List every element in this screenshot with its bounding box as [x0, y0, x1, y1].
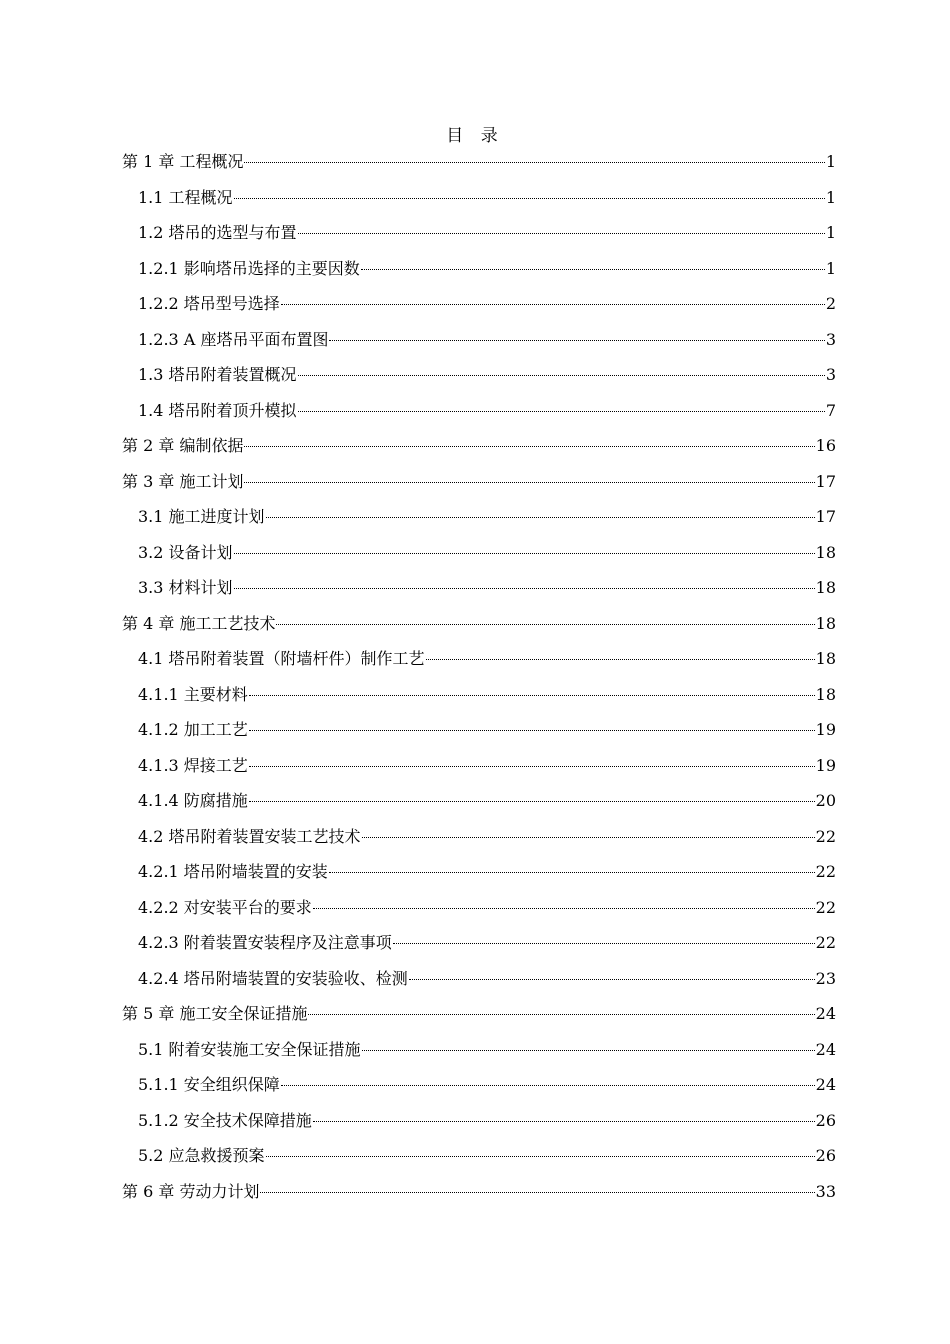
toc-entry[interactable]: [122, 646, 836, 682]
toc-entry-page-number: 17: [815, 471, 836, 491]
toc-entry[interactable]: [122, 611, 836, 647]
toc-entry-label: 4.1.4 防腐措施: [138, 791, 248, 810]
toc-entry-page-number: 23: [815, 968, 836, 988]
toc-entry[interactable]: [122, 859, 836, 895]
toc-dot-leader: [244, 162, 824, 163]
toc-entry-label: 1.3 塔吊附着装置概况: [138, 365, 297, 384]
toc-entry-label: 1.1 工程概况: [138, 187, 233, 207]
toc-entry-page-number: 1: [825, 223, 836, 242]
toc-dot-leader: [249, 801, 815, 802]
toc-entry[interactable]: [122, 149, 836, 185]
toc-entry-page-number: 22: [815, 826, 836, 846]
toc-dot-leader: [244, 482, 814, 483]
toc-entry[interactable]: [122, 362, 836, 398]
toc-entry[interactable]: [122, 220, 836, 256]
toc-entry-label: 第 1 章 工程概况: [122, 152, 244, 171]
toc-entry-page-number: 24: [815, 1075, 836, 1094]
toc-entry[interactable]: [122, 788, 836, 824]
toc-entry-page-number: 18: [815, 578, 836, 597]
toc-entry-page-number: 1: [825, 187, 836, 207]
toc-dot-leader: [249, 695, 815, 696]
toc-entry[interactable]: [122, 1143, 836, 1179]
toc-entry-page-number: 18: [815, 542, 836, 562]
toc-dot-leader: [313, 908, 815, 909]
toc-entry-label: 3.2 设备计划: [138, 542, 233, 562]
toc-dot-leader: [281, 304, 825, 305]
toc-dot-leader: [234, 553, 815, 554]
toc-entry-label: 4.2 塔吊附着装置安装工艺技术: [138, 826, 361, 846]
toc-entry-page-number: 18: [815, 649, 836, 668]
toc-entry-page-number: 1: [825, 258, 836, 278]
toc-dot-leader: [362, 1050, 815, 1051]
toc-entry-page-number: 22: [815, 862, 836, 881]
toc-entry[interactable]: [122, 398, 836, 434]
toc-dot-leader: [244, 446, 814, 447]
toc-entry[interactable]: [122, 717, 836, 753]
toc-entry-label: 5.1.2 安全技术保障措施: [138, 1110, 312, 1130]
toc-entry-page-number: 24: [815, 1004, 836, 1023]
toc-entry-page-number: 7: [825, 400, 836, 420]
toc-dot-leader: [409, 979, 815, 980]
toc-dot-leader: [298, 411, 825, 412]
table-of-contents: [122, 149, 836, 1214]
toc-entry[interactable]: [122, 930, 836, 966]
toc-entry-page-number: 22: [815, 933, 836, 952]
toc-dot-leader: [308, 1014, 814, 1015]
toc-entry-label: 第 5 章 施工安全保证措施: [122, 1004, 308, 1023]
toc-dot-leader: [298, 233, 825, 234]
toc-dot-leader: [362, 837, 815, 838]
toc-dot-leader: [329, 872, 815, 873]
toc-entry-label: 5.1.1 安全组织保障: [138, 1075, 280, 1094]
toc-dot-leader: [266, 517, 815, 518]
toc-entry[interactable]: [122, 824, 836, 860]
toc-entry-label: 4.2.1 塔吊附墙装置的安装: [138, 862, 328, 881]
toc-entry-page-number: 17: [815, 507, 836, 526]
toc-entry[interactable]: [122, 185, 836, 221]
toc-dot-leader: [260, 1192, 814, 1193]
toc-entry-page-number: 20: [815, 791, 836, 810]
toc-entry[interactable]: [122, 540, 836, 576]
toc-entry[interactable]: [122, 1179, 836, 1215]
toc-entry[interactable]: [122, 256, 836, 292]
toc-entry-page-number: 3: [825, 365, 836, 384]
toc-dot-leader: [249, 730, 815, 731]
toc-entry[interactable]: [122, 469, 836, 505]
toc-entry-label: 第 2 章 编制依据: [122, 436, 244, 455]
toc-entry-label: 1.2.1 影响塔吊选择的主要因数: [138, 258, 360, 278]
toc-entry[interactable]: [122, 1108, 836, 1144]
toc-entry[interactable]: [122, 327, 836, 363]
toc-entry-page-number: 24: [815, 1039, 836, 1059]
toc-entry[interactable]: [122, 575, 836, 611]
toc-entry[interactable]: [122, 1072, 836, 1108]
toc-dot-leader: [313, 1121, 815, 1122]
toc-entry-page-number: 16: [815, 436, 836, 455]
toc-dot-leader: [393, 943, 815, 944]
toc-dot-leader: [234, 588, 815, 589]
toc-entry-label: 1.2.3 A 座塔吊平面布置图: [138, 329, 329, 349]
toc-entry-page-number: 26: [815, 1146, 836, 1165]
toc-entry[interactable]: [122, 504, 836, 540]
toc-entry-label: 4.1 塔吊附着装置（附墙杆件）制作工艺: [138, 649, 425, 668]
toc-entry[interactable]: [122, 966, 836, 1002]
toc-entry-label: 4.2.2 对安装平台的要求: [138, 897, 312, 917]
toc-entry-label: 1.2.2 塔吊型号选择: [138, 294, 280, 313]
toc-entry[interactable]: [122, 682, 836, 718]
toc-entry-page-number: 3: [825, 329, 836, 349]
toc-entry-label: 第 4 章 施工工艺技术: [122, 613, 276, 633]
toc-dot-leader: [266, 1156, 815, 1157]
toc-entry[interactable]: [122, 753, 836, 789]
toc-title: 目 录: [446, 126, 504, 146]
toc-dot-leader: [281, 1085, 815, 1086]
toc-entry[interactable]: [122, 1001, 836, 1037]
toc-entry-page-number: 19: [815, 755, 836, 775]
toc-entry-page-number: 18: [815, 613, 836, 633]
toc-dot-leader: [329, 340, 824, 341]
toc-entry-label: 4.2.4 塔吊附墙装置的安装验收、检测: [138, 968, 408, 988]
toc-entry-label: 5.2 应急救援预案: [138, 1146, 265, 1165]
toc-entry-page-number: 22: [815, 897, 836, 917]
toc-entry[interactable]: [122, 291, 836, 327]
toc-entry-page-number: 19: [815, 720, 836, 739]
toc-dot-leader: [276, 624, 814, 625]
toc-entry-label: 4.1.1 主要材料: [138, 684, 248, 704]
toc-entry-label: 5.1 附着安装施工安全保证措施: [138, 1039, 361, 1059]
toc-entry-label: 1.4 塔吊附着顶升模拟: [138, 400, 297, 420]
toc-dot-leader: [249, 766, 815, 767]
toc-entry-page-number: 26: [815, 1110, 836, 1130]
toc-entry[interactable]: [122, 895, 836, 931]
toc-entry-label: 3.1 施工进度计划: [138, 507, 265, 526]
toc-entry-page-number: 2: [825, 294, 836, 313]
toc-dot-leader: [361, 269, 825, 270]
toc-entry-label: 第 3 章 施工计划: [122, 471, 244, 491]
toc-entry-label: 3.3 材料计划: [138, 578, 233, 597]
toc-entry-label: 4.1.3 焊接工艺: [138, 755, 248, 775]
toc-entry-page-number: 1: [825, 152, 836, 171]
toc-entry-page-number: 18: [815, 684, 836, 704]
toc-entry-label: 1.2 塔吊的选型与布置: [138, 223, 297, 242]
toc-entry[interactable]: [122, 1037, 836, 1073]
toc-dot-leader: [234, 198, 825, 199]
toc-entry-label: 4.2.3 附着装置安装程序及注意事项: [138, 933, 392, 952]
toc-dot-leader: [426, 659, 815, 660]
toc-dot-leader: [298, 375, 825, 376]
toc-entry[interactable]: [122, 433, 836, 469]
toc-entry-label: 4.1.2 加工工艺: [138, 720, 248, 739]
toc-entry-label: 第 6 章 劳动力计划: [122, 1181, 260, 1201]
toc-entry-page-number: 33: [815, 1181, 836, 1201]
